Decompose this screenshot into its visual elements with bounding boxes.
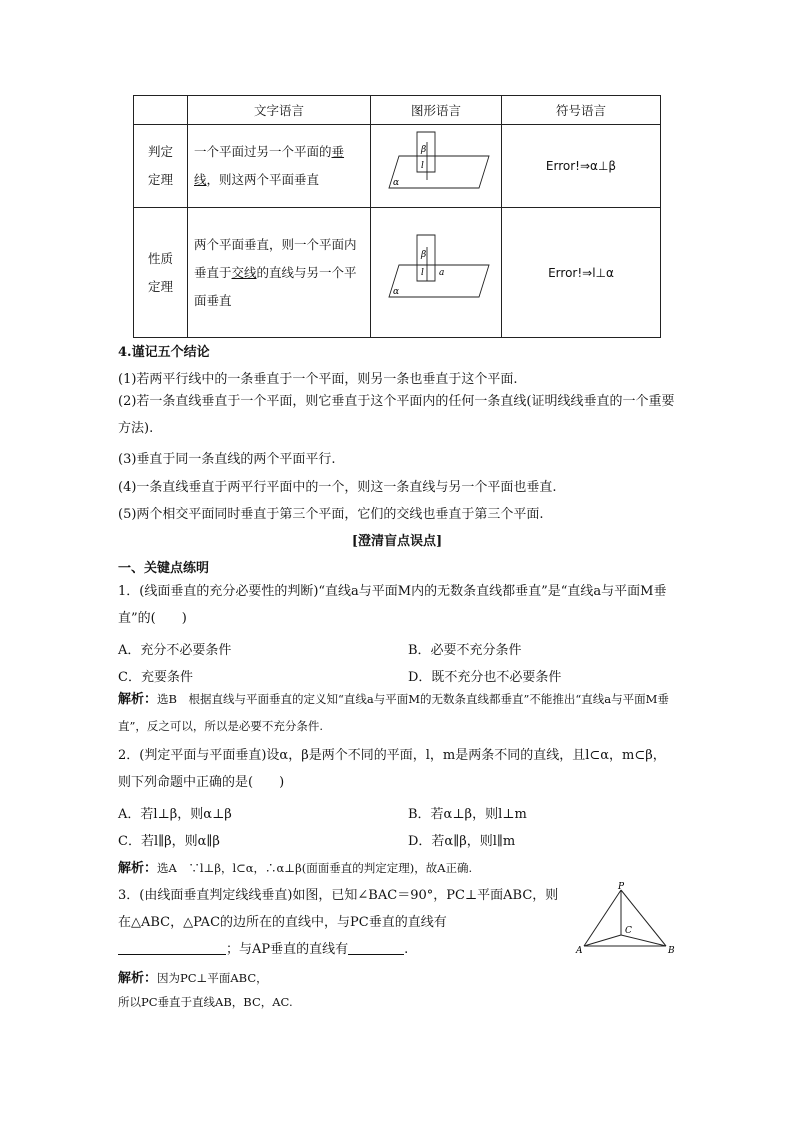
pyramid-figure <box>574 880 680 956</box>
row-name-line1: 性质 <box>147 250 173 266</box>
row-figure <box>371 125 502 208</box>
table-row-judgment <box>134 125 661 208</box>
q1-option-c: C．充要条件 <box>118 670 193 685</box>
section-title: [澄清盲点误点] <box>351 534 443 549</box>
fig-label-alpha: α <box>393 177 400 188</box>
header-cell-empty <box>134 96 188 125</box>
q2-option-a: A．若l⊥β，则α⊥β <box>118 807 232 822</box>
analysis-label: 解析： <box>118 861 158 876</box>
conclusion-item: (4)一条直线垂直于两平行平面中的一个，则这一条直线与另一个平面也垂直. <box>118 480 557 495</box>
fig-label-alpha: α <box>393 287 400 297</box>
text-part: 两个平面垂直，则一个平面内垂直于 <box>194 236 357 280</box>
row-name-line2: 定理 <box>147 172 173 187</box>
fig-label-p: P <box>618 882 625 892</box>
text-underlined: 垂线 <box>194 144 345 187</box>
perpendicular-planes-figure <box>381 231 491 311</box>
table-row-property <box>134 208 661 338</box>
question-1-stem: 1．(线面垂直的充分必要性的判断)“直线a与平面M内的无数条直线都垂直”是“直线a与平面M垂直”的( ) <box>118 584 667 626</box>
fig-label-beta: β <box>421 144 427 155</box>
conclusion-item: (5)两个相交平面同时垂直于第三个平面，它们的交线也垂直于第三个平面. <box>118 507 544 522</box>
q2-option-c: C．若l∥β，则α∥β <box>118 834 220 849</box>
row-figure <box>371 208 502 338</box>
header-figure-language: 图形语言 <box>371 96 502 125</box>
question-3-stem-line1: 3．(由线面垂直判定线线垂直)如图，已知∠BAC＝90°，PC⊥平面ABC，则 <box>118 888 559 903</box>
question-2-stem: 2．(判定平面与平面垂直)设α，β是两个不同的平面，l，m是两条不同的直线，且l⊂α，m⊂β，则下列命题中正确的是( ) <box>118 748 666 790</box>
subsection-title: 一、关键点练明 <box>118 561 210 576</box>
q1-option-d: D．既不充分也不必要条件 <box>408 670 562 685</box>
q1-option-a: A．充分不必要条件 <box>118 643 232 658</box>
conclusion-item: (3)垂直于同一条直线的两个平面平行. <box>118 452 336 467</box>
row-name <box>134 125 188 208</box>
fig-label-beta: β <box>421 250 427 260</box>
row-text <box>188 125 371 208</box>
table-header-row <box>134 96 661 125</box>
question-3-stem-line2: 在△ABC，△PAC的边所在的直线中，与PC垂直的直线有 <box>118 915 447 930</box>
conclusion-item: (2)若一条直线垂直于一个平面，则它垂直于这个平面内的任何一条直线(证明线线垂直的一个重要方法). <box>118 394 675 436</box>
fig-label-b: B <box>668 946 675 956</box>
question-3-stem-line3 <box>118 938 408 957</box>
theorem-table <box>133 95 661 338</box>
fig-label-a: a <box>439 268 445 278</box>
perpendicular-planes-figure <box>381 130 491 200</box>
q2-option-b: B．若α⊥β，则l⊥m <box>408 807 527 822</box>
header-text-language: 文字语言 <box>188 96 371 125</box>
text-part: 一个平面过另一个平面的 <box>194 144 332 159</box>
text-part: ，则这两个平面垂直 <box>206 172 320 187</box>
fig-label-l: l <box>421 268 424 278</box>
row-symbol: Error!⇒α⊥β <box>502 125 661 208</box>
conclusions-heading: 4.谨记五个结论 <box>118 345 210 360</box>
answer-blank-1[interactable] <box>118 940 226 955</box>
stem-text: . <box>404 942 409 957</box>
q3-analysis-line1 <box>118 967 268 986</box>
fig-label-a: A <box>576 946 583 956</box>
analysis-text: 选A ∵l⊥β，l⊂α，∴α⊥β(面面垂直的判定定理)，故A正确. <box>157 861 473 875</box>
q2-option-d: D．若α∥β，则l∥m <box>408 834 516 849</box>
fig-label-l: l <box>421 160 424 171</box>
row-symbol: Error!⇒l⊥α <box>502 208 661 338</box>
header-symbol-language: 符号语言 <box>502 96 661 125</box>
row-name <box>134 208 188 338</box>
q3-analysis-line2: 所以PC垂直于直线AB，BC，AC. <box>118 995 293 1009</box>
q2-analysis <box>118 857 472 876</box>
conclusion-item: (1)若两平行线中的一条垂直于一个平面，则另一条也垂直于这个平面. <box>118 372 518 387</box>
text-underlined: 交线 <box>231 264 257 280</box>
stem-text: ；与AP垂直的直线有 <box>226 942 349 957</box>
row-name-line2: 定理 <box>147 278 173 294</box>
fig-label-c: C <box>625 926 632 936</box>
analysis-text: 选B 根据直线与平面垂直的定义知“直线a与平面M的无数条直线都垂直”不能推出“直线a与平面M垂直”，反之可以，所以是必要不充分条件. <box>118 692 669 733</box>
row-text <box>188 208 371 338</box>
analysis-label: 解析： <box>118 692 158 707</box>
text-part: 的直线与另一个平面垂直 <box>194 264 357 308</box>
q1-analysis <box>118 686 676 740</box>
analysis-label: 解析： <box>118 971 158 986</box>
row-name-line1: 判定 <box>147 144 173 159</box>
q1-option-b: B．必要不充分条件 <box>408 643 522 658</box>
analysis-text: 因为PC⊥平面ABC， <box>157 971 268 985</box>
answer-blank-2[interactable] <box>348 940 404 955</box>
